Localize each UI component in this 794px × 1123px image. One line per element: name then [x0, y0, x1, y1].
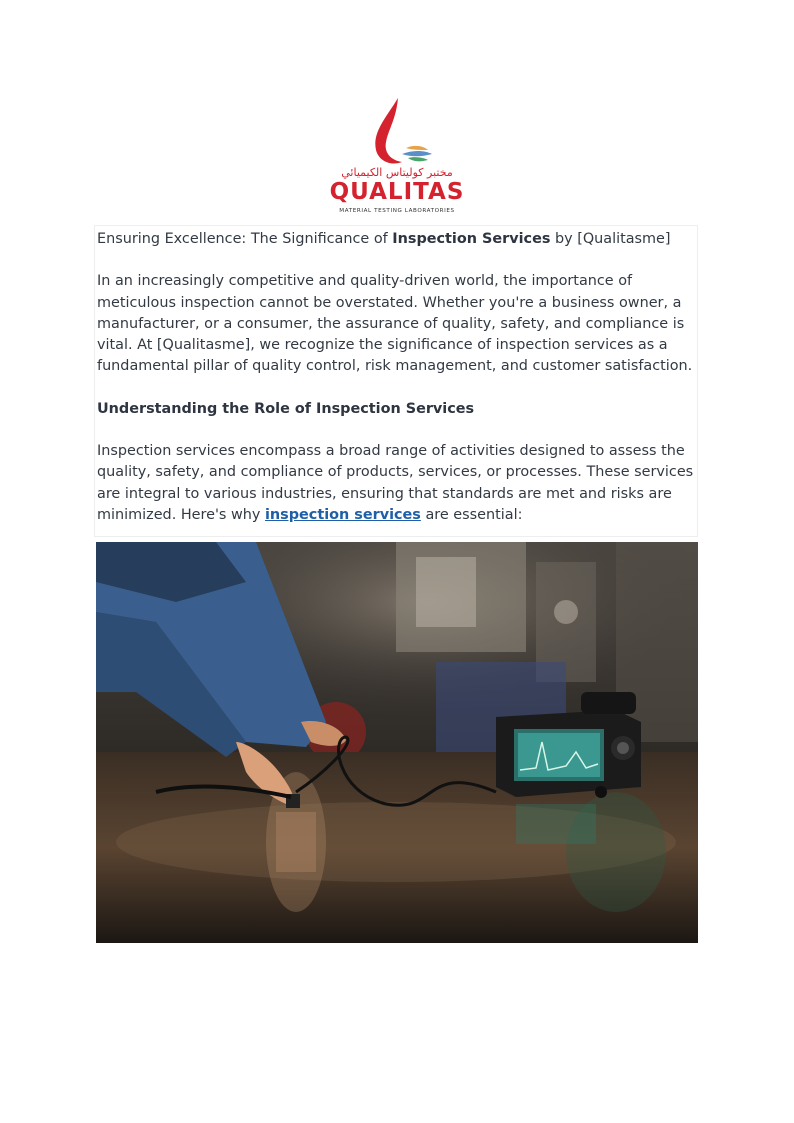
- logo-arabic-text: مختبر كوليتاس الكيميائي: [341, 166, 453, 179]
- title-suffix: by [Qualitasme]: [550, 231, 671, 247]
- intro-paragraph: In an increasingly competitive and quality-driven world, the importance of meticulous inspection cannot be overstated. Whether you're a business owner, a manufacturer, or a consumer, the assurance of quality, safety, and compliance is vital. At [Qualitasme], we recognize the significance of inspection services as a fundamental pillar of quality control, risk management, and customer satisfaction.: [97, 273, 693, 375]
- article-title: [95, 229, 697, 250]
- body-paragraph: [95, 441, 697, 526]
- title-bold: Inspection Services: [392, 231, 551, 247]
- title-prefix: Ensuring Excellence: The Significance of: [97, 231, 393, 247]
- logo-tagline: MATERIAL TESTING LABORATORIES: [339, 208, 455, 214]
- logo-brand-name: QUALITAS: [329, 179, 465, 205]
- article-content: [94, 225, 698, 537]
- section-heading: Understanding the Role of Inspection Services: [97, 400, 475, 417]
- body-text-end: are essential:: [420, 506, 523, 523]
- qualitas-logo: [320, 96, 474, 216]
- inspection-services-link[interactable]: inspection services: [264, 506, 421, 523]
- inspection-photo: [96, 542, 698, 943]
- flame-emblem-icon: [375, 98, 432, 164]
- body-text: Inspection services encompass a broad range of activities designed to assess the quality, safety, and compliance of products, services, or processes. These services are integral to various industries, ensuring that standards are met and risks are minimized. Here's why: [97, 443, 694, 523]
